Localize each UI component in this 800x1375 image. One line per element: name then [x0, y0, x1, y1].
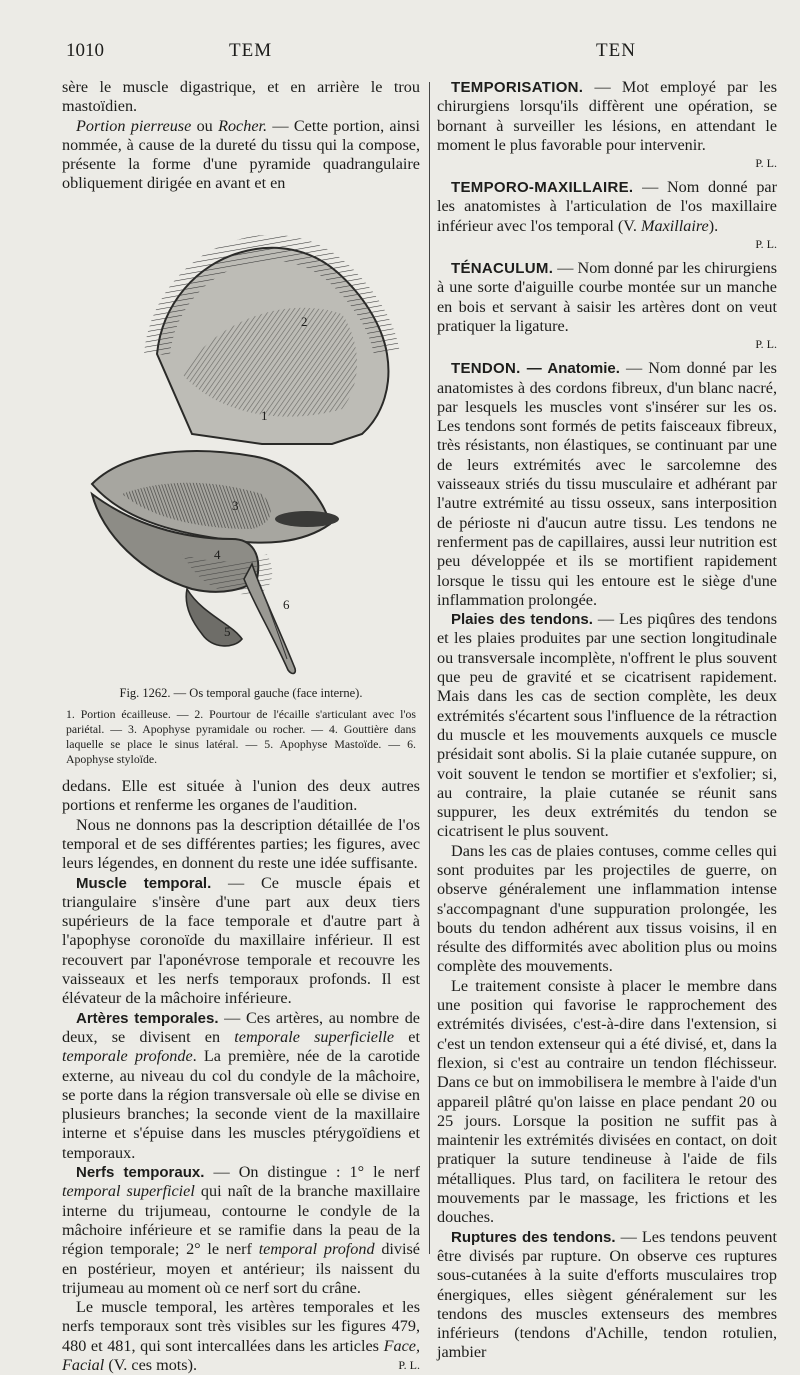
paragraph-dedans: dedans. Elle est située à l'union des deux autres portions et renferme les organes de l'audition. [62, 777, 420, 815]
figure-label-2: 2 [301, 313, 308, 329]
paragraph-plaies-contuses: Dans les cas de plaies contuses, comme celles qui sont produites par les projectiles de guerre, on observe généralement une inflammation intense s'accompagnant d'une suppuration prolongée, les bouts du tendon adhérent aux tissus voisins, il en résulte des difformités avec abolition plus ou moins complète des mouvements. [437, 841, 777, 976]
figure-label-4: 4 [214, 546, 221, 562]
entry-temporisation: TEMPORISATION. — Mot employé par les chirurgiens lorsqu'ils diffèrent une opération, se bornant à surveiller les lésions, en attendant le moment le plus favorable pour intervenir. P. L. [437, 78, 777, 171]
heading-arteres-temporales: Artères temporales. [76, 1009, 219, 1027]
figure-caption-legend: 1. Portion écailleuse. — 2. Pourtour de l'écaille s'articulant avec l'os pariétal. — 3. Apophyse pyramidale ou rocher. — 4. Gouttière dans laquelle se place le sinus latéral. — 5. Apophyse Mastoïde. — 6. Apophyse styloïde. [66, 707, 416, 767]
paragraph-traitement: Le traitement consiste à placer le membre dans une position qui favorise le rapprochement des extrémités divisées, c'est-à-dire dans l'extension, si c'est un tendon extenseur qui a été divisé, et, dans la flexion, si c'est au contraire un tendon fléchisseur. Dans ce but on immobilisera le membre à l'aide d'un appareil plâtré qu'on laisse en place pendant 20 ou 25 jours. Lorsque la position ne suffit pas à maintenir les extrémités divisées en contact, on doit pratiquer la suture tendineuse à l'aide de fils métalliques. Plus tard, on facilitera le retour des mouvements par le massage, les frictions et les douches. [437, 976, 777, 1227]
headword-temporo-maxillaire: TEMPORO-MAXILLAIRE. [451, 179, 634, 197]
paragraph-portion-pierreuse: Portion pierreuse ou Rocher. — Cette portion, ainsi nommée, à cause de la dureté du tissu qui la compose, présente la forme d'une pyramide quadrangulaire obliquement dirigée en avant et en [62, 116, 420, 193]
right-column [437, 78, 777, 1363]
paragraph-description: Nous ne donnons pas la description détaillée de l'os temporal et de ses différentes parties; les figures, avec leurs légendes, en donnent du reste une idée suffisante. [62, 815, 420, 873]
paragraph-visibles: Le muscle temporal, les artères temporales et les nerfs temporaux sont très visibles sur les figures 479, 480 et 481, qui sont intercallées dans les articles Face, Facial (V. ces mots). P. L. [62, 1298, 420, 1374]
heading-muscle-temporal: Muscle temporal. [76, 874, 212, 892]
paragraph-nerfs-temporaux: Nerfs temporaux. — On distingue : 1° le nerf temporal superficiel qui naît de la branche maxillaire interne du trijumeau, contourne le condyle de la mâchoire inférieure et se ramifie dans la peau de la région temporale; 2° le nerf temporal profond divisé en postérieur, moyen et antérieur; ils naissent du trijumeau au moment où ce nerf sort du crâne. [62, 1163, 421, 1297]
paragraph-arteres-temporales: Artères temporales. — Ces artères, au nombre de deux, se divisent en temporale superficielle et temporale profonde. La première, née de la carotide externe, au niveau du col du condyle de la mâchoire, se porte dans la région transversale où elle se divise en plusieurs branches; la seconde vient de la maxillaire interne et s'épuise dans les muscles ptérygoïdiens et temporaux. [62, 1008, 420, 1162]
heading-plaies-des-tendons: Plaies des tendons. [451, 611, 593, 629]
running-head-left: TEM [229, 40, 273, 61]
figure-label-1: 1 [261, 407, 268, 423]
figure-caption-title: Fig. 1262. — Os temporal gauche (face interne). [119, 685, 363, 700]
paragraph-digastrique: sère le muscle digastrique, et en arrière le trou mastoïdien. [62, 78, 420, 116]
temporal-bone-engraving [62, 194, 420, 679]
figure-label-3: 3 [232, 497, 239, 513]
paragraph-ruptures: Ruptures des tendons. — Les tendons peuvent être divisés par rupture. On observe ces ruptures sous-cutanées à la suite d'efforts musculaires trop énergiques, elles siègent généralement sur les tendons des muscles extenseurs des membres inférieurs (tendons d'Achille, tendon rotulien, jambier [437, 1227, 777, 1362]
running-head-right: TEN [596, 40, 636, 61]
author-signature: P. L. [755, 337, 777, 352]
headword-temporisation: TEMPORISATION. [451, 79, 584, 96]
heading-ruptures-des-tendons: Ruptures des tendons. [451, 1228, 616, 1246]
heading-nerfs-temporaux: Nerfs temporaux. [76, 1164, 205, 1182]
column-divider [429, 82, 430, 1254]
headword-tenaculum: TÉNACULUM. [451, 260, 554, 278]
paragraph-plaies: Plaies des tendons. — Les piqûres des tendons et les plaies produites par une section longitudinale ou transversale incomplète, n'offrent le plus souvent que peu de gravité et se cicatrisent rapidement. Mais dans les cas de section complète, les deux extrémités s'écartent sous l'influence de la rétraction du muscle et les mouvements auxquels ce muscle présidait sont abolis. Si la plaie cutanée suppure, on voit souvent le tendon se mortifier et s'exfolier; si, au contraire, la plaie cutanée se réunit sans suppurer, les deux extrémités du tendon se cicatrisent le plus souvent. [437, 610, 777, 841]
author-signature: P. L. [755, 156, 777, 171]
figure-1262 [62, 194, 420, 679]
entry-tenaculum: TÉNACULUM. — Nom donné par les chirurgiens à une sorte d'aiguille courbe montée sur un manche en bois et servant à saisir les artères dont on veut pratiquer la ligature. P. L. [437, 259, 777, 352]
paragraph-muscle-temporal: Muscle temporal. — Ce muscle épais et triangulaire s'insère d'une part aux deux tiers supérieurs de la face temporale et d'autre part à l'apophyse coronoïde du maxillaire inférieur. Il est recouvert par l'aponévrose temporale et recouvre les vaisseaux et les nerfs temporaux profonds. Il est élévateur de la mâchoire inférieure. [62, 873, 420, 1008]
page-number: 1010 [66, 40, 104, 61]
figure-label-5: 5 [224, 623, 231, 639]
author-signature: P. L. [398, 1357, 420, 1372]
entry-temporo-maxillaire: TEMPORO-MAXILLAIRE. — Nom donné par les anatomistes à l'articulation de l'os maxillaire inférieur avec l'os temporal (V. Maxillaire). P. L. [437, 178, 777, 252]
term-rocher: Rocher. [218, 116, 268, 135]
headword-tendon: TENDON. [451, 360, 521, 378]
entry-tendon: TENDON. — Anatomie. — Nom donné par les anatomistes à des cordons fibreux, d'un blanc nacré, par lesquels les muscles vont s'insérer sur les os. Les tendons sont formés de petits faisceaux fibreux, très résistants, non élastiques, se continuant par une de leurs extrémités avec le sarcolemne des vaisseaux striés du tissu musculaire et adhérant par l'autre extrémité au tissu osseux, sans interposition de périoste ni d'aucun autre tissu. Les tendons ne renferment pas de capillaires, aussi leur nutrition est peu développée et ils se mortifient rapidement lorsque le tissu qui les entoure est le siège d'une inflammation prolongée. Plaies des tendons. — Les piqûres des tendons et les plaies produites par une section longitudinale ou transversale incomplète, n'offrent le plus souvent que peu de gravité et se cicatrisent rapidement. Mais dans les cas de section complète, les deux extrémités s'écartent sous l'influence de la rétraction du muscle et les mouvements auxquels ce muscle présidait sont abolis. Si la plaie cutanée suppure, on voit souvent le tendon se mortifier et s'exfolier; si, au contraire, la plaie cutanée se réunit sans suppurer, les deux extrémités du tendon se cicatrisent le plus souvent. Dans les cas de plaies contuses, comme celles qui sont produites par les projectiles de guerre, on observe généralement une inflammation intense s'accompagnant d'une suppuration prolongée, les bouts du tendon adhérent aux tissus voisins, il en résulte des difformités avec abolition plus ou moins complète des mouvements. Le traitement consiste à placer le membre dans une position qui favorise le rapprochement des extrémités divisées, c'est-à-dire dans l'extension, si c'est un tendon extenseur qui a été divisé, et, dans la flexion, si c'est au contraire un tendon fléchisseur. Dans ce but on immobilisera le membre à l'aide d'un appareil plâtré qu'on laisse en place pendant 20 ou 25 jours. Lorsque la position ne suffit pas à maintenir les extrémités divisées en contact, on doit pratiquer la suture tendineuse à l'aide de fils métalliques. Plus tard, on facilitera le retour des mouvements par le massage, les frictions et les douches. Ruptures des tendons. — Les tendons peuvent être divisés par rupture. On observe ces ruptures sous-cutanées à la suite d'efforts musculaires trop énergiques, elles siègent généralement sur les tendons des muscles extenseurs des membres inférieurs (tendons d'Achille, tendon rotulien, jambier [437, 359, 777, 1362]
subheading-anatomie: — Anatomie. [520, 360, 620, 378]
left-column [62, 78, 420, 1375]
term-portion-pierreuse: Portion pierreuse [76, 116, 192, 135]
figure-label-6: 6 [283, 596, 290, 612]
author-signature: P. L. [755, 237, 777, 252]
